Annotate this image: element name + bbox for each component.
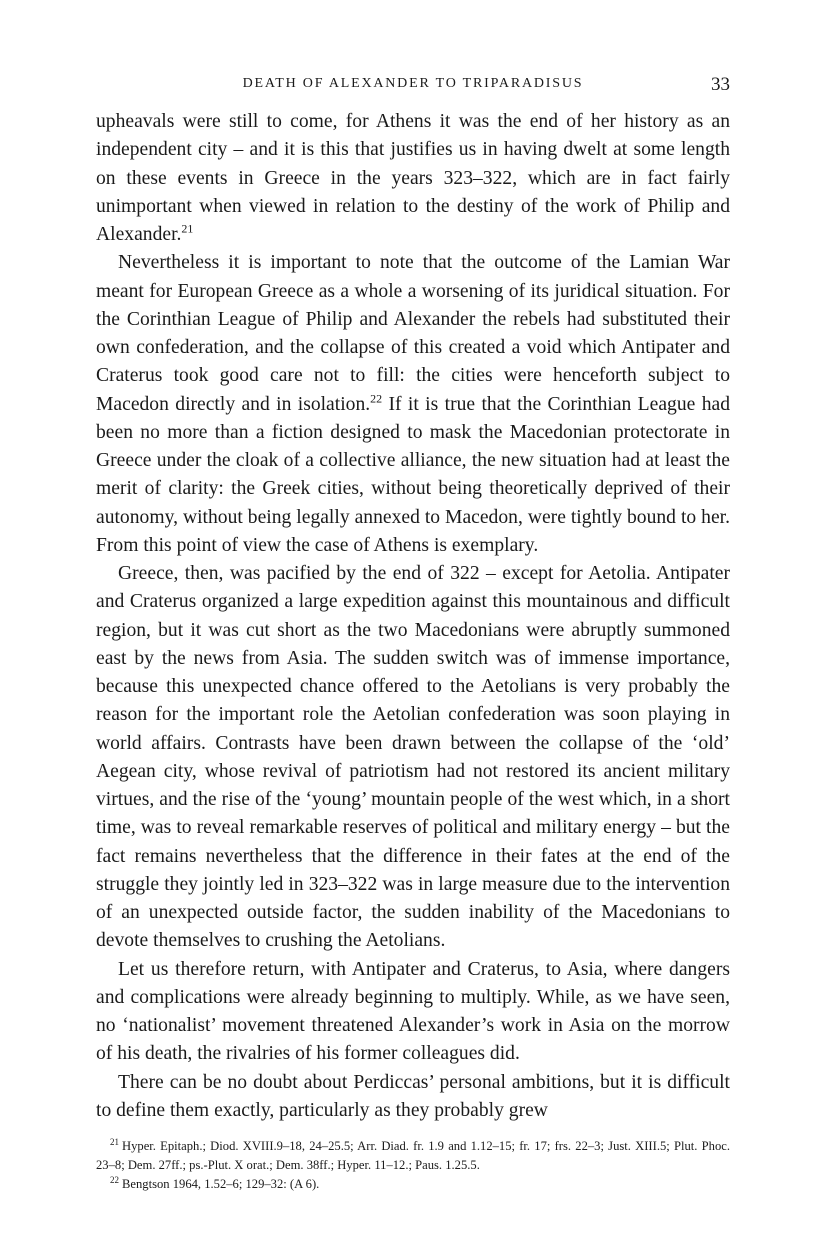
paragraph-text: Greece, then, was pacified by the end of 322 – except for Aetolia. Antipater and Craterus organized a large expedition against this mountainous and difficult region, but it was cut short as the two Macedonians were abruptly summoned east by the news from Asia. The sudden switch was of immense importance, because this unexpected chance offered to the Aetolians is very probably the reason for the important role the Aetolian confederation was soon playing in world affairs. Contrasts have been drawn between the collapse of the ‘old’ Aegean city, whose revival of patriotism had not restored its ancient military virtues, and the rise of the ‘young’ mountain people of the west which, in a short time, was to reveal remarkable reserves of political and military energy – but the fact remains nevertheless that the difference in their fates at the end of the struggle they jointly led in 323–322 was in large measure due to the intervention of an unexpected outside factor, the sudden inability of the Macedonians to devote themselves to crushing the Aetolians. xyxy=(96,563,730,952)
footnote-text: Bengtson 1964, 1.52–6; 129–32: (A 6). xyxy=(122,1177,320,1191)
footnote-number: 21 xyxy=(110,1136,119,1147)
book-page xyxy=(96,74,730,1194)
running-title: DEATH OF ALEXANDER TO TRIPARADISUS xyxy=(242,76,584,91)
paragraph-text: There can be no doubt about Perdiccas’ personal ambitions, but it is difficult to define them exactly, particularly as they probably grew xyxy=(96,1071,730,1121)
footnote-reference-22[interactable]: 22 xyxy=(370,390,383,405)
footnote-21 xyxy=(96,1137,730,1175)
body-text xyxy=(96,108,730,1125)
footnote-text: Hyper. Epitaph.; Diod. XVIII.9–18, 24–25.5; Arr. Diad. fr. 1.9 and 1.12–15; fr. 17; frs. 22–3; Just. XIII.5; Plut. Phoc. 23–8; Dem. 27ff.; ps.-Plut. X orat.; Dem. 38ff.; Hyper. 11–12.; Paus. 1.25.5. xyxy=(96,1139,730,1172)
paragraph-text: Nevertheless it is important to note that the outcome of the Lamian War meant for European Greece as a whole a worsening of its juridical situation. For the Corinthian League of Philip and Alexander the rebels had substituted their own confederation, and the collapse of this created a void which Antipater and Craterus took good care not to fill: the cities were henceforth subject to Macedon directly and in isolation. xyxy=(96,252,730,415)
footnote-number: 22 xyxy=(110,1174,119,1185)
paragraph-text: upheavals were still to come, for Athens it was the end of her history as an independent city – and it is this that justifies us in having dwelt at some length on these events in Greece in the years 323–322, which are in fact fairly unimportant when viewed in relation to the destiny of the work of Philip and Alexander. xyxy=(96,111,730,245)
paragraph-text: Let us therefore return, with Antipater and Craterus, to Asia, where dangers and complications were already beginning to multiply. While, as we have seen, no ‘nationalist’ movement threatened Alexander’s work in Asia on the morrow of his death, the rivalries of his former colleagues did. xyxy=(96,958,730,1065)
footnote-22 xyxy=(96,1175,730,1194)
page-number: 33 xyxy=(711,74,730,95)
paragraph-1 xyxy=(96,108,730,249)
paragraph-2 xyxy=(96,249,730,560)
paragraph-4 xyxy=(96,956,730,1069)
paragraph-5 xyxy=(96,1069,730,1126)
footnotes xyxy=(96,1137,730,1194)
paragraph-3 xyxy=(96,560,730,956)
paragraph-text-continued: If it is true that the Corinthian League had been no more than a fiction designed to mask the Macedonian protectorate in Greece under the cloak of a collective alliance, the new situation had at least the merit of clarity: the Greek cities, without being theoretically deprived of their autonomy, without being legally annexed to Macedon, were tightly bound to her. From this point of view the case of Athens is exemplary. xyxy=(96,393,730,556)
footnote-reference-21[interactable]: 21 xyxy=(181,221,194,236)
running-head xyxy=(96,74,730,98)
